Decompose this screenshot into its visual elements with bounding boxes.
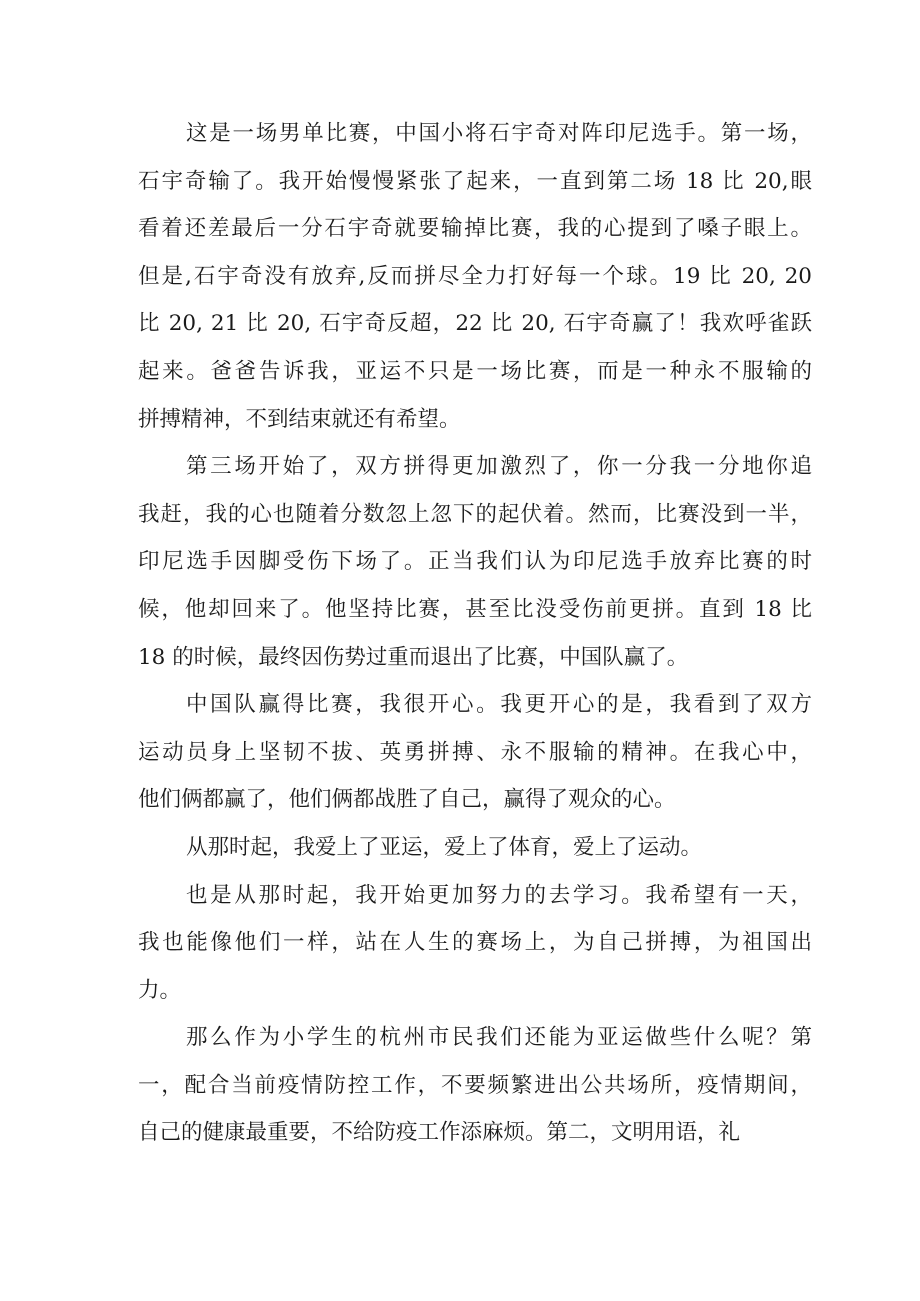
text-line: 运动员身上坚韧不拔、英勇拼搏、永不服输的精神。在我心中，	[138, 739, 812, 765]
text-line: 一，配合当前疫情防控工作，不要频繁进出公共场所，疫情期间，	[138, 1072, 812, 1098]
paragraph	[138, 681, 812, 824]
text-line: 起来。爸爸告诉我，亚运不只是一场比赛，而是一种永不服输的	[138, 358, 812, 384]
paragraph	[138, 824, 812, 872]
text-line: 力。	[138, 977, 182, 1003]
text-line: 但是,石宇奇没有放弃,反而拼尽全力打好每一个球。19 比 20, 20	[138, 263, 812, 289]
paragraph	[138, 1014, 812, 1157]
text-line: 18 的时候，最终因伤势过重而退出了比赛，中国队赢了。	[138, 644, 689, 670]
text-line: 那么作为小学生的杭州市民我们还能为亚运做些什么呢？第	[186, 1025, 812, 1051]
text-line: 也是从那时起，我开始更加努力的去学习。我希望有一天，	[186, 882, 812, 908]
text-line: 自己的健康最重要，不给防疫工作添麻烦。第二，文明用语，礼	[138, 1120, 741, 1146]
text-line: 拼搏精神，不到结束就还有希望。	[138, 406, 461, 432]
text-line: 看着还差最后一分石宇奇就要输掉比赛，我的心提到了嗓子眼上。	[138, 216, 812, 242]
text-line: 我也能像他们一样，站在人生的赛场上，为自己拼搏，为祖国出	[138, 930, 812, 956]
text-line: 比 20, 21 比 20, 石宇奇反超，22 比 20, 石宇奇赢了！我欢呼雀跃	[138, 311, 812, 337]
text-line: 候，他却回来了。他坚持比赛，甚至比没受伤前更拼。直到 18 比	[138, 596, 812, 622]
paragraph	[138, 872, 812, 1015]
text-line: 他们俩都赢了，他们俩都战胜了自己，赢得了观众的心。	[138, 787, 676, 813]
text-line: 印尼选手因脚受伤下场了。正当我们认为印尼选手放弃比赛的时	[138, 549, 812, 575]
text-line: 从那时起，我爱上了亚运，爱上了体育，爱上了运动。	[186, 834, 703, 860]
paragraph	[138, 443, 812, 681]
document-body	[138, 110, 812, 1157]
text-line: 这是一场男单比赛，中国小将石宇奇对阵印尼选手。第一场，	[186, 121, 812, 146]
paragraph	[138, 110, 812, 443]
text-line: 我赶，我的心也随着分数忽上忽下的起伏着。然而，比赛没到一半，	[138, 501, 812, 527]
text-line: 石宇奇输了。我开始慢慢紧张了起来，一直到第二场 18 比 20,眼	[138, 168, 812, 194]
text-line: 中国队赢得比赛，我很开心。我更开心的是，我看到了双方	[186, 692, 812, 718]
text-line: 第三场开始了，双方拼得更加激烈了，你一分我一分地你追	[186, 454, 812, 480]
